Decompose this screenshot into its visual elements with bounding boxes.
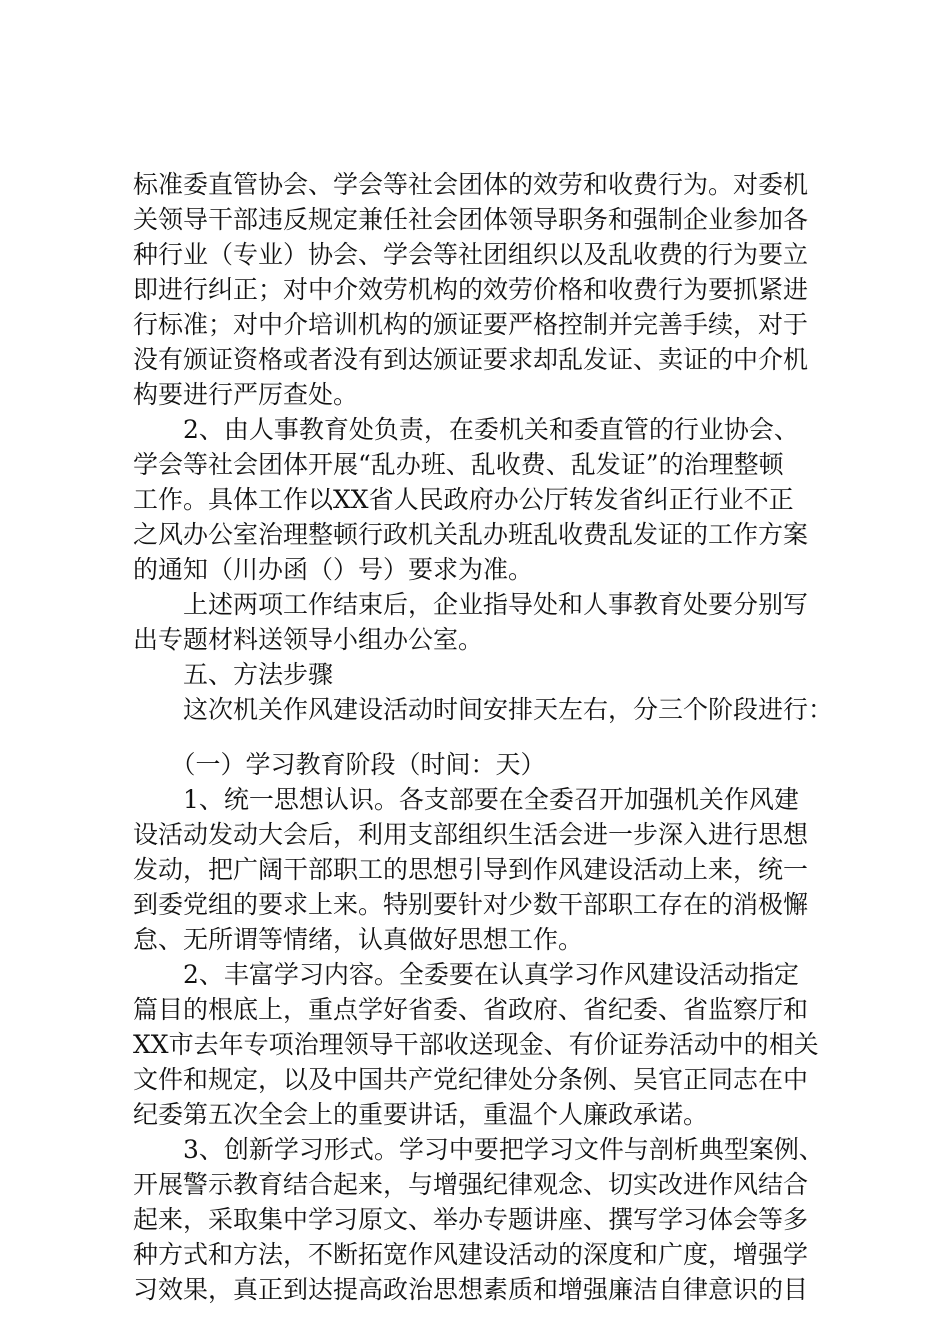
text-line: 上述两项工作结束后，企业指导处和人事教育处要分别写 — [133, 590, 809, 619]
text-line: 文件和规定，以及中国共产党纪律处分条例、吴官正同志在中 — [133, 1065, 809, 1094]
text-line: 1、统一思想认识。各支部要在全委召开加强机关作风建 — [133, 785, 799, 814]
text-line: 起来，采取集中学习原文、举办专题讲座、撰写学习体会等多 — [133, 1205, 809, 1234]
text-line: 到委党组的要求上来。特别要针对少数干部职工存在的消极懈 — [133, 890, 809, 919]
section-heading: 五、方法步骤 — [133, 660, 334, 689]
text-line: 2、由人事教育处负责，在委机关和委直管的行业协会、 — [133, 415, 799, 444]
text-line: XX市去年专项治理领导干部收送现金、有价证券活动中的相关 — [133, 1030, 819, 1059]
text-line: 标准委直管协会、学会等社会团体的效劳和收费行为。对委机 — [133, 170, 809, 199]
text-line: 3、创新学习形式。学习中要把学习文件与剖析典型案例、 — [133, 1135, 824, 1164]
text-line: 种行业（专业）协会、学会等社团组织以及乱收费的行为要立 — [133, 240, 809, 269]
text-line: 2、丰富学习内容。全委要在认真学习作风建设活动指定 — [133, 960, 799, 989]
text-line: 怠、无所谓等情绪，认真做好思想工作。 — [133, 925, 584, 954]
text-line: 发动，把广阔干部职工的思想引导到作风建设活动上来，统一 — [133, 855, 809, 884]
text-line: 没有颁证资格或者没有到达颁证要求却乱发证、卖证的中介机 — [133, 345, 809, 374]
text-line: 学会等社会团体开展“乱办班、乱收费、乱发证”的治理整顿 — [133, 450, 784, 479]
text-line: 行标准；对中介培训机构的颁证要严格控制并完善手续，对于 — [133, 310, 809, 339]
text-line: 习效果，真正到达提高政治思想素质和增强廉洁自律意识的目 — [133, 1275, 809, 1304]
text-line: 工作。具体工作以XX省人民政府办公厅转发省纠正行业不正 — [133, 485, 794, 514]
text-line: 即进行纠正；对中介效劳机构的效劳价格和收费行为要抓紧进 — [133, 275, 809, 304]
text-line: 设活动发动大会后，利用支部组织生活会进一步深入进行思想 — [133, 820, 809, 849]
text-line: 这次机关作风建设活动时间安排天左右，分三个阶段进行： — [133, 695, 834, 724]
text-line: 出专题材料送领导小组办公室。 — [133, 625, 484, 654]
text-line: 开展警示教育结合起来，与增强纪律观念、切实改进作风结合 — [133, 1170, 809, 1199]
text-line: 构要进行严厉查处。 — [133, 380, 359, 409]
text-line: 的通知（川办函（）号）要求为准。 — [133, 555, 534, 584]
text-line: 关领导干部违反规定兼任社会团体领导职务和强制企业参加各 — [133, 205, 809, 234]
text-line: 之风办公室治理整顿行政机关乱办班乱收费乱发证的工作方案 — [133, 520, 809, 549]
text-line: 篇目的根底上，重点学好省委、省政府、省纪委、省监察厅和 — [133, 995, 809, 1024]
text-line: 种方式和方法，不断拓宽作风建设活动的深度和广度，增强学 — [133, 1240, 809, 1269]
subsection-heading: （一）学习教育阶段（时间：天） — [133, 750, 546, 779]
text-line: 纪委第五次全会上的重要讲话，重温个人廉政承诺。 — [133, 1100, 709, 1129]
